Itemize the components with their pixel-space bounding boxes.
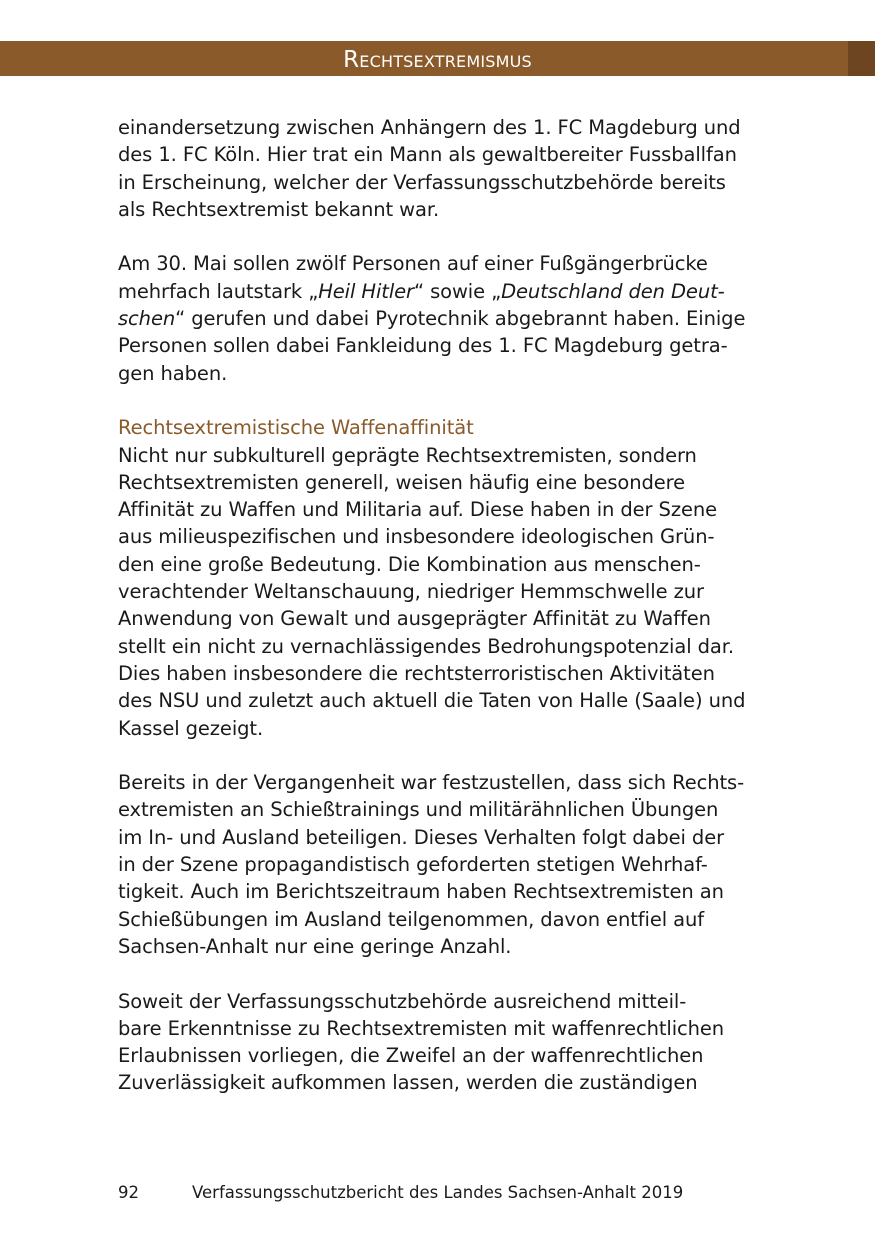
text-line: den eine große Bedeutung. Die Kombination aus menschen-	[118, 552, 701, 576]
text-line: stellt ein nicht zu vernachlässigendes Bedrohungspotenzial dar.	[118, 634, 734, 658]
text-line: Kassel gezeigt.	[118, 716, 264, 740]
quote-deutschland: Deutschland den Deut-	[501, 279, 725, 303]
section-heading: Rechtsextremistische Waffenaffinität	[118, 416, 474, 440]
text-line: Schießübungen im Ausland teilgenommen, davon entfiel auf	[118, 907, 705, 931]
text-line: Nicht nur subkulturell geprägte Rechtsextremisten, sondern	[118, 443, 697, 467]
paragraph-gap	[118, 223, 758, 250]
text-line: Sachsen-Anhalt nur eine geringe Anzahl.	[118, 934, 512, 958]
paragraph-gap	[118, 387, 758, 414]
text-line: Soweit der Verfassungsschutzbehörde ausreichend mitteil-	[118, 989, 687, 1013]
text-line: aus milieuspezifischen und insbesondere ideologischen Grün-	[118, 525, 715, 549]
text-line: Anwendung von Gewalt und ausgeprägter Affinität zu Waffen	[118, 607, 711, 631]
text-fragment: “ gerufen und dabei Pyrotechnik abgebrannt haben. Einige	[175, 307, 746, 331]
paragraph-2	[118, 250, 758, 386]
text-line: extremisten an Schießtrainings und militärähnlichen Übungen	[118, 798, 719, 822]
text-line: bare Erkenntnisse zu Rechtsextremisten mit waffenrechtlichen	[118, 1016, 725, 1040]
page-number: 92	[118, 1183, 139, 1202]
text-line: als Rechtsextremist bekannt war.	[118, 197, 440, 221]
text-line	[118, 278, 758, 305]
text-line: Erlaubnissen vorliegen, die Zweifel an der waffenrechtlichen	[118, 1044, 704, 1068]
text-line: einandersetzung zwischen Anhängern des 1. FC Magdeburg und	[118, 116, 741, 139]
chapter-title: Rechtsextremismus	[343, 47, 532, 73]
text-fragment: “ sowie „	[413, 279, 502, 303]
text-line: tigkeit. Auch im Berichtszeitraum haben Rechtsextremisten an	[118, 880, 724, 904]
text-line: Dies haben insbesondere die rechtsterroristischen Aktivitäten	[118, 661, 715, 685]
text-line: Am 30. Mai sollen zwölf Personen auf einer Fußgängerbrücke	[118, 252, 708, 276]
paragraph-gap	[118, 742, 758, 769]
text-line: Zuverlässigkeit aufkommen lassen, werden die zuständigen	[118, 1071, 698, 1095]
text-line: des 1. FC Köln. Hier trat ein Mann als gewaltbereiter Fussballfan	[118, 143, 737, 167]
page-footer	[118, 1181, 758, 1205]
text-line: des NSU und zuletzt auch aktuell die Taten von Halle (Saale) und	[118, 689, 746, 713]
text-line: Personen sollen dabei Fankleidung des 1. FC Magdeburg getra-	[118, 334, 728, 358]
text-line: Affinität zu Waffen und Militaria auf. Diese haben in der Szene	[118, 498, 718, 522]
text-line: Bereits in der Vergangenheit war festzustellen, dass sich Rechts-	[118, 771, 745, 795]
text-line: im In- und Ausland beteiligen. Dieses Verhalten folgt dabei der	[118, 825, 725, 849]
text-line: Rechtsextremisten generell, weisen häufig eine besondere	[118, 470, 686, 494]
paragraph-4	[118, 769, 758, 960]
text-line: verachtender Weltanschauung, niedriger Hemmschwelle zur	[118, 580, 704, 604]
text-line	[118, 305, 758, 332]
text-line: gen haben.	[118, 361, 228, 385]
paragraph-5	[118, 988, 758, 1097]
page-content	[118, 114, 758, 1097]
publication-title: Verfassungsschutzbericht des Landes Sachsen-Anhalt 2019	[192, 1183, 684, 1202]
quote-heil-hitler: Heil Hitler	[318, 279, 414, 303]
text-line: in Erscheinung, welcher der Verfassungsschutzbehörde bereits	[118, 170, 726, 194]
text-fragment: mehrfach lautstark „	[118, 279, 319, 303]
paragraph-gap	[118, 960, 758, 987]
quote-deutschland-end: schen	[118, 307, 176, 331]
paragraph-3	[118, 442, 758, 742]
paragraph-1	[118, 114, 758, 223]
text-line: in der Szene propagandistisch geforderten stetigen Wehrhaf-	[118, 853, 708, 877]
